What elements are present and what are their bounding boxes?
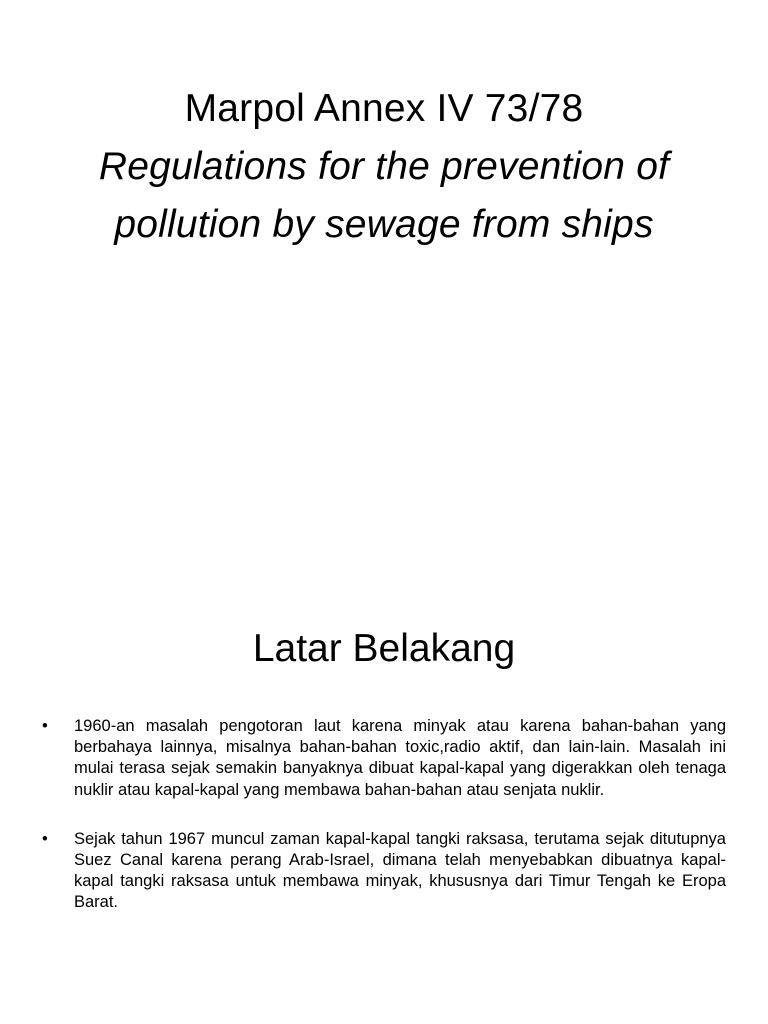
bullet-icon: • — [42, 717, 48, 735]
content-slide — [0, 512, 768, 1024]
slide-subtitle-line-1: Regulations for the prevention of — [98, 145, 670, 188]
bullet-item — [36, 716, 726, 801]
slide-subtitle-line-2: pollution by sewage from ships — [114, 203, 654, 246]
bullet-text: 1960-an masalah pengotoran laut karena minyak atau karena bahan-bahan yang berbahaya lainnya, misalnya bahan-bahan toxic,radio aktif, dan lain-lain. Masalah ini mulai terasa sejak semakin banyaknya dibuat kapal-kapal yang digerakkan oleh tenaga nuklir atau kapal-kapal yang membawa bahan-bahan atau senjata nuklir. — [74, 717, 726, 799]
bullet-list — [36, 716, 726, 942]
section-heading: Latar Belakang — [252, 627, 516, 670]
title-block — [0, 80, 768, 254]
slide-title: Marpol Annex IV 73/78 — [184, 87, 584, 130]
bullet-text: Sejak tahun 1967 muncul zaman kapal-kapal tangki raksasa, terutama sejak ditutupnya Suez Canal karena perang Arab-Israel, dimana telah menyebabkan dibuatnya kapal-kapal tangki raksasa untuk membawa minyak, khususnya dari Timur Tengah ke Eropa Barat. — [74, 829, 726, 912]
bullet-item — [36, 829, 726, 914]
bullet-icon: • — [42, 829, 48, 848]
